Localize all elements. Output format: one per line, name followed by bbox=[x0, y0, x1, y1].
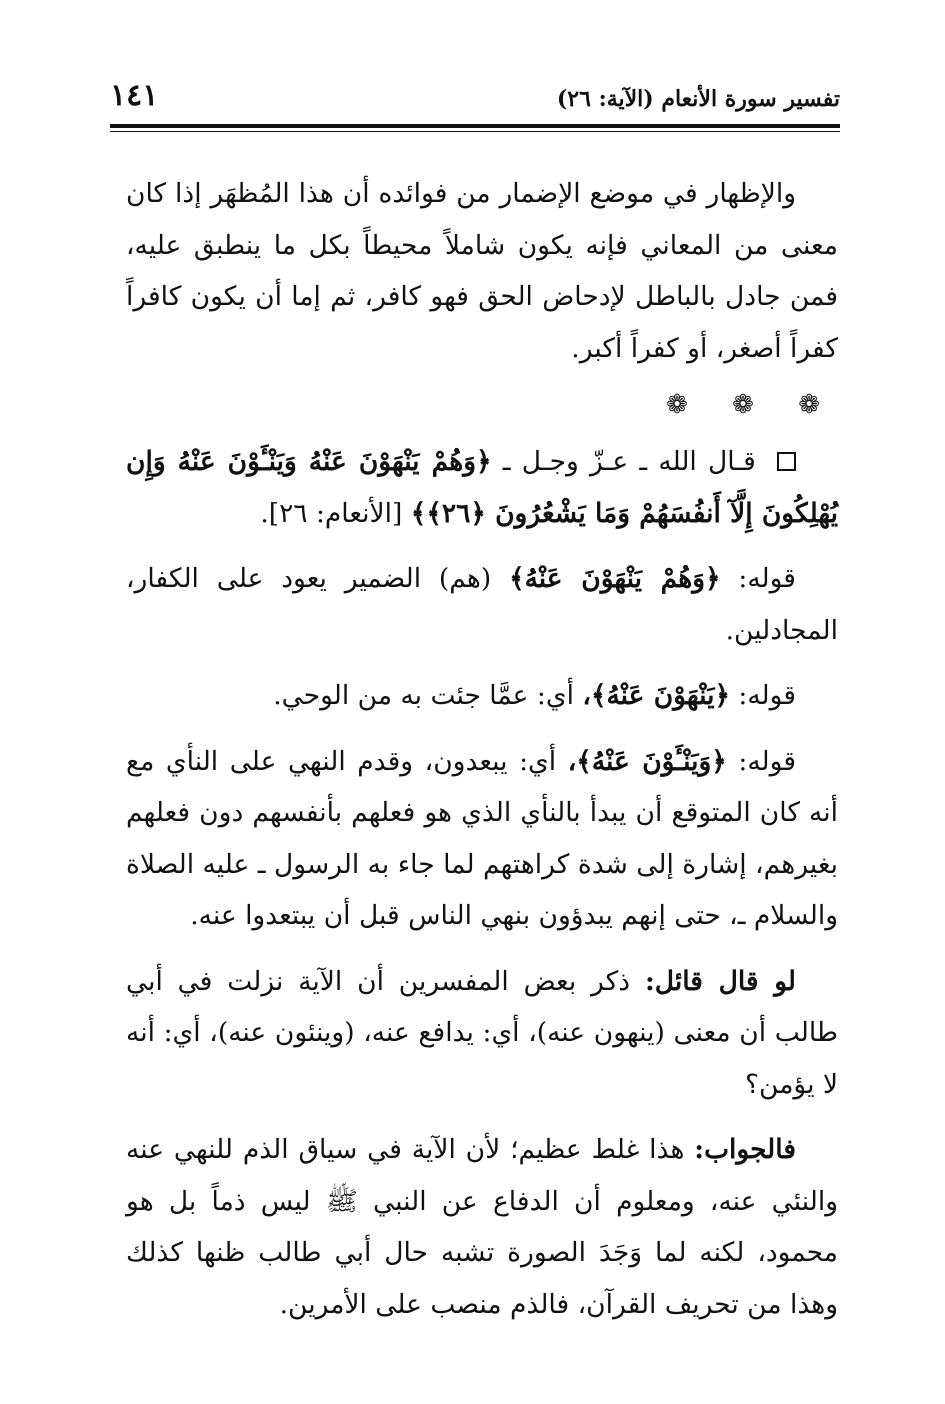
header-rule-thick bbox=[110, 124, 840, 128]
paragraph-7 bbox=[126, 1124, 838, 1330]
paragraph-2 bbox=[126, 436, 838, 539]
running-title: تفسير سورة الأنعام (الآية: ٢٦) bbox=[556, 86, 840, 112]
verse-reference: [الأنعام: ٢٦]. bbox=[260, 497, 403, 529]
page-body bbox=[126, 168, 838, 1330]
square-bullet-icon bbox=[777, 452, 796, 471]
qawluhu-label: قوله: bbox=[738, 745, 796, 777]
header-rule-thin bbox=[110, 131, 840, 132]
question-text: ذكر بعض المفسرين أن الآية نزلت في أبي طالب أن معنى (ينهون عنه)، أي: يدافع عنه، (وينئون عنه)، أي: أنه لا يؤمن؟ bbox=[126, 965, 838, 1100]
commentary: أي: يبعدون، وقدم النهي على النأي مع أنه كان المتوقع أن يبدأ بالنأي الذي هو فعلهم بأنفسهم دون فعلهم بغيرهم، إشارة إلى شدة كراهتهم لما جاء به الرسول ـ عليه الصلاة والسلام ـ، حتى إنهم يبدؤون بنهي الناس قبل أن يبتعدوا عنه. bbox=[126, 745, 838, 931]
commentary: (هم) الضمير يعود على الكفار، المجادلين. bbox=[126, 563, 838, 646]
paragraph-1: والإظهار في موضع الإضمار من فوائده أن هذا المُظهَر إذا كان معنى من المعاني فإنه يكون شاملاً محيطاً بكل ما ينطبق عليه، فمن جادل بالباطل لإدحاض الحق فهو كافر، ثم إما أن يكون كافراً كفراً أصغر، أو كفراً أكبر. bbox=[126, 178, 838, 364]
answer-lead: فالجواب: bbox=[694, 1134, 796, 1165]
paragraph-6 bbox=[126, 956, 838, 1111]
answer-text: هذا غلط عظيم؛ لأن الآية في سياق الذم للنهي عنه والنئي عنه، ومعلوم أن الدفاع عن النبي ﷺ ليس ذماً بل هو محمود، لكنه لما وَجَدَ الصورة تشبه حال أبي طالب ظنها كذلك وهذا من تحريف القرآن، فالذم منصب على الأمرين. bbox=[126, 1134, 838, 1320]
page-header bbox=[110, 78, 840, 118]
paragraph-3 bbox=[126, 553, 838, 656]
qawluhu-label: قوله: bbox=[738, 680, 796, 711]
quoted-verse: ﴿يَنْهَوْنَ عَنْهُ﴾، bbox=[582, 680, 730, 711]
quoted-verse: ﴿وَهُمْ يَنْهَوْنَ عَنْهُ﴾ bbox=[509, 563, 721, 594]
qawluhu-label: قوله: bbox=[738, 563, 796, 594]
page-number: ١٤١ bbox=[110, 78, 159, 113]
section-separator: ❁ ❁ ❁ bbox=[666, 390, 838, 420]
paragraph-5 bbox=[126, 736, 838, 942]
question-lead: لو قال قائل: bbox=[644, 965, 796, 997]
commentary: أي: عمَّا جئت به من الوحي. bbox=[273, 680, 574, 711]
paragraph-4 bbox=[126, 670, 838, 722]
quoted-verse: ﴿وَيَنْـَٔوْنَ عَنْهُ﴾، bbox=[567, 745, 727, 777]
verse-intro: قـال الله ـ عـزّ وجـل ـ bbox=[502, 446, 756, 477]
quran-verse: ﴿وَهُمْ يَنْهَوْنَ عَنْهُ وَيَنْـَٔوْنَ عَنْهُ وَإِن يُهْلِكُونَ إِلَّآ أَنفُسَهُمْ وَمَا يَشْعُرُونَ ﴿٢٦﴾﴾ bbox=[126, 446, 838, 529]
